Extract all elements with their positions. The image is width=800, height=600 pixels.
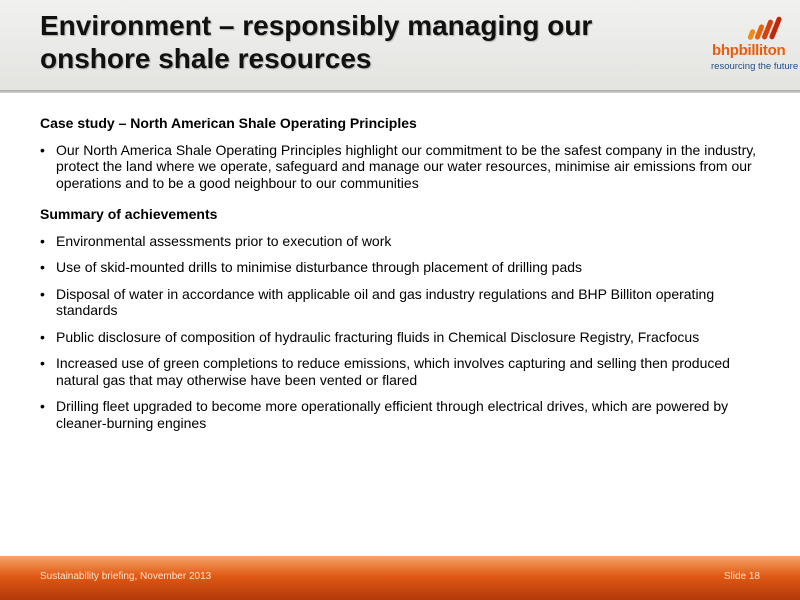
logo-mark-icon [747, 16, 787, 42]
logo-wordmark: bhpbilliton [712, 42, 786, 59]
list-item-text: Public disclosure of composition of hydraulic fracturing fluids in Chemical Disclosure Registry, Fracfocus [56, 328, 700, 345]
slide-footer [0, 556, 800, 600]
list-item-text: Increased use of green completions to reduce emissions, which involves capturing and selling then produced natural gas that may otherwise have been vented or flared [56, 355, 730, 388]
bullet-icon: • [40, 328, 45, 345]
bullet-icon: • [40, 141, 45, 158]
logo-tagline: resourcing the future [711, 61, 799, 72]
footer-caption: Sustainability briefing, November 2013 [40, 571, 212, 582]
list-item [40, 398, 770, 431]
slide-content [40, 115, 770, 446]
list-item [40, 259, 770, 276]
bhp-billiton-logo [710, 14, 799, 74]
list-item [40, 286, 770, 319]
list-item-text: Environmental assessments prior to execution of work [56, 232, 392, 249]
list-item [40, 142, 770, 192]
case-study-heading: Case study – North American Shale Operating Principles [40, 115, 417, 131]
list-item [40, 355, 770, 388]
summary-heading: Summary of achievements [40, 206, 218, 222]
bullet-icon: • [40, 355, 45, 371]
bullet-icon: • [40, 259, 45, 275]
slide-title: Environment – responsibly managing our onshore shale resources [40, 10, 593, 74]
slide-header [0, 0, 800, 90]
summary-list [40, 233, 770, 432]
list-item-text: Use of skid-mounted drills to minimise disturbance through placement of drilling pads [56, 259, 583, 275]
list-item-text: Our North America Shale Operating Principles highlight our commitment to be the safest company in the industry, protect the land where we operate, safeguard and manage our water resources, minimise air emissions from our operations and to be a good neighbour to our communities [56, 141, 757, 191]
header-divider [0, 90, 800, 93]
list-item-text: Disposal of water in accordance with applicable oil and gas industry regulations and BHP Billiton operating standards [56, 285, 715, 318]
bullet-icon: • [40, 232, 45, 249]
list-item-text: Drilling fleet upgraded to become more operationally efficient through electrical drives, which are powered by cleaner-burning engines [56, 398, 729, 431]
bullet-icon: • [40, 285, 45, 302]
bullet-icon: • [40, 398, 45, 414]
slide-number: Slide 18 [723, 571, 760, 582]
list-item [40, 329, 770, 346]
case-study-list [40, 142, 770, 192]
list-item [40, 233, 770, 250]
